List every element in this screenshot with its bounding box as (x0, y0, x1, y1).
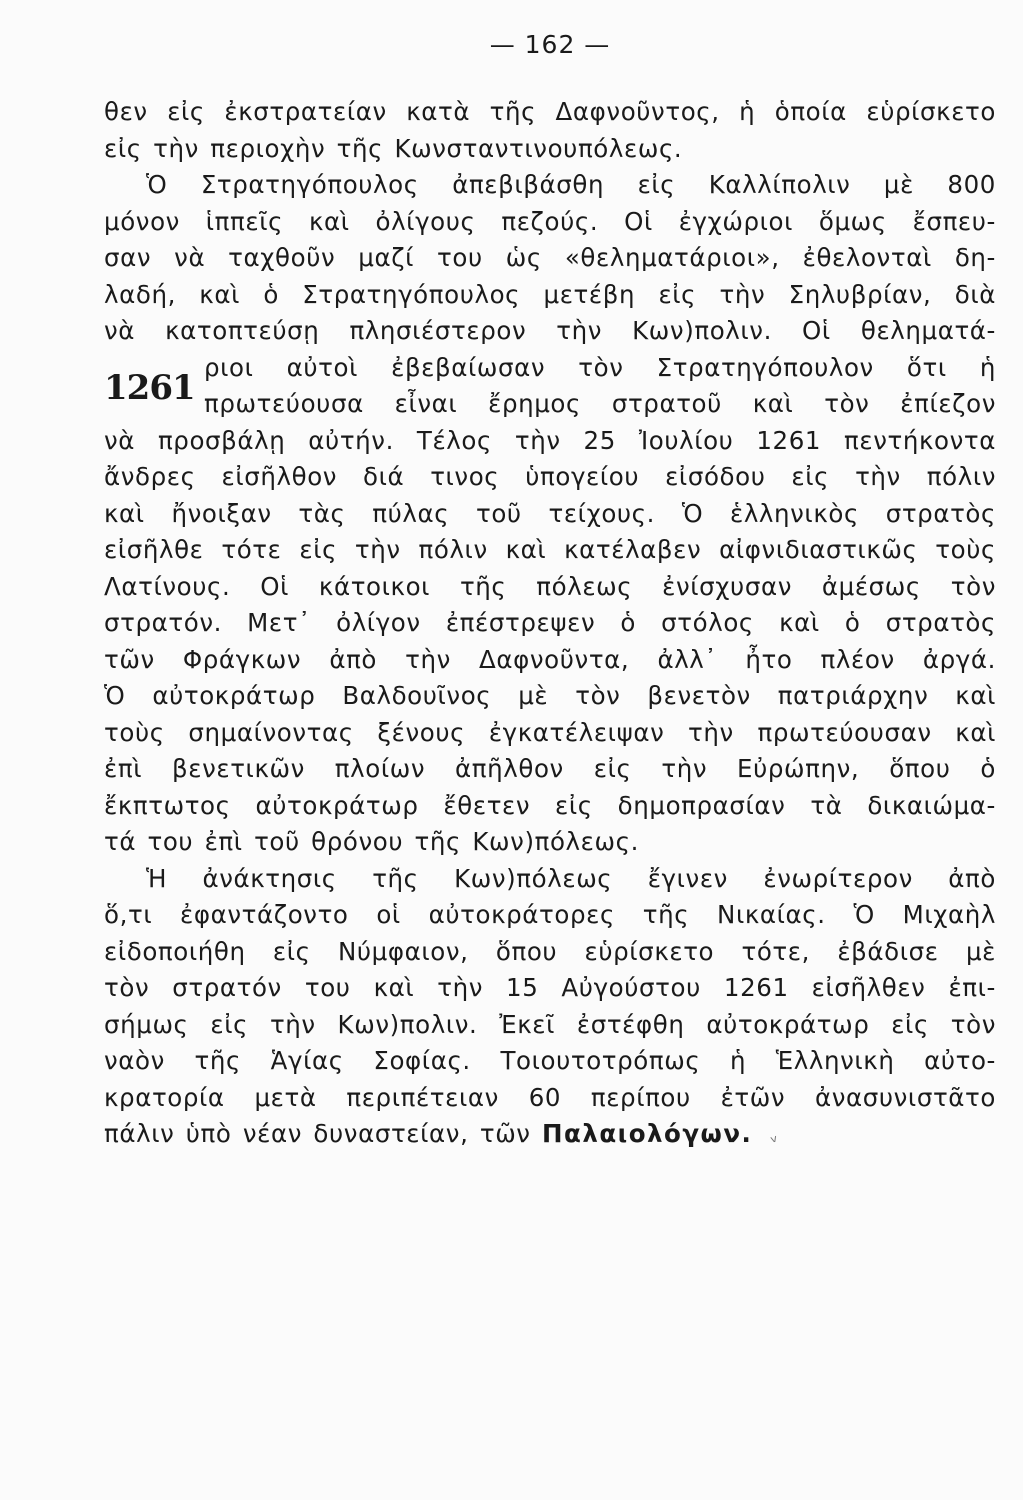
margin-note-row (104, 350, 996, 423)
text-line: ὅ,τι ἐφαντάζοντο οἱ αὐτοκράτορες τῆς Νικαίας. Ὁ Μιχαὴλ (104, 900, 996, 929)
text-line: εἰς τὴν περιοχὴν τῆς Κωνσταντινουπόλεως. (104, 133, 683, 163)
paragraph-3 (104, 861, 996, 1156)
text-line: ἐπὶ βενετικῶν πλοίων ἀπῆλθον εἰς τὴν Εὐρώπην, ὅπου ὁ (104, 754, 996, 783)
text-line: λαδή, καὶ ὁ Στρατηγόπουλος μετέβη εἰς τὴν Σηλυβρίαν, διὰ (104, 279, 996, 309)
text-line: σήμως εἰς τὴν Κων)πολιν. Ἐκεῖ ἐστέφθη αὐτοκράτωρ εἰς τὸν (104, 1009, 996, 1039)
text-line: τά του ἐπὶ τοῦ θρόνου τῆς Κων)πόλεως. (104, 827, 639, 856)
text-line: εἰδοποιήθη εἰς Νύμφαιον, ὅπου εὑρίσκετο τότε, ἐβάδισε μὲ (104, 936, 996, 966)
text-line: Ὁ αὐτοκράτωρ Βαλδουῖνος μὲ τὸν βενετὸν πατριάρχην καὶ (104, 681, 996, 710)
text-line: στρατόν. Μετ᾽ ὀλίγον ἐπέστρεψεν ὁ στόλος καὶ ὁ στρατὸς (104, 608, 996, 637)
text-line: τοὺς σημαίνοντας ξένους ἐγκατέλειψαν τὴν πρωτεύουσαν καὶ (104, 717, 996, 747)
text-line: ναὸν τῆς Ἁγίας Σοφίας. Τοιουτοτρόπως ἡ Ἑλληνικὴ αὐτο- (104, 1046, 996, 1075)
text-line: ἄνδρες εἰσῆλθον διά τινος ὑπογείου εἰσόδου εἰς τὴν πόλιν (104, 462, 996, 491)
body-text (104, 94, 996, 1156)
text-line: μόνον ἱππεῖς καὶ ὀλίγους πεζούς. Οἱ ἐγχώριοι ὅμως ἔσπευ- (104, 206, 996, 236)
text-line: Ὁ Στρατηγόπουλος ἀπεβιβάσθη εἰς Καλλίπολιν μὲ 800 (146, 170, 996, 199)
paragraph-2 (104, 167, 996, 861)
indented-lines (204, 350, 996, 423)
final-line (104, 1116, 996, 1156)
paragraph-1 (104, 94, 996, 167)
text-line: τῶν Φράγκων ἀπὸ τὴν Δαφνοῦντα, ἀλλ᾽ ἦτο πλέον ἀργά. (104, 644, 996, 674)
text-line: ριοι αὐτοὶ ἐβεβαίωσαν τὸν Στρατηγόπουλον ὅτι ἡ (204, 352, 996, 382)
text-line: ἔκπτωτος αὐτοκράτωρ ἔθετεν εἰς δημοπρασίαν τὰ δικαιώμα- (104, 790, 996, 820)
text-line: θεν εἰς ἐκστρατείαν κατὰ τῆς Δαφνοῦντος, ἡ ὁποία εὑρίσκετο (104, 97, 996, 126)
dynasty-name: Παλαιολόγων. (541, 1119, 753, 1148)
text-line: κρατορία μετὰ περιπέτειαν 60 περίπου ἐτῶν ἀνασυνιστᾶτο (104, 1082, 996, 1112)
text-line: Λατίνους. Οἱ κάτοικοι τῆς πόλεως ἐνίσχυσαν ἀμέσως τὸν (104, 571, 996, 601)
text-line: νὰ κατοπτεύσῃ πλησιέστερον τὴν Κων)πολιν. Οἱ θεληματά- (104, 316, 996, 345)
text-line: Ἡ ἀνάκτησις τῆς Κων)πόλεως ἔγινεν ἐνωρίτερον ἀπὸ (146, 863, 996, 893)
text-line: πρωτεύουσα εἶναι ἔρημος στρατοῦ καὶ τὸν ἐπίεζον (204, 389, 996, 418)
text-line: καὶ ἤνοιξαν τὰς πύλας τοῦ τείχους. Ὁ ἑλληνικὸς στρατὸς (104, 498, 996, 528)
text-line: σαν νὰ ταχθοῦν μαζί του ὡς «θεληματάριοι», ἐθελονταὶ δη- (104, 243, 996, 272)
text-line: νὰ προσβάλῃ αὐτήν. Τέλος τὴν 25 Ἰουλίου 1261 πεντήκοντα (104, 425, 996, 455)
text-line: τὸν στρατόν του καὶ τὴν 15 Αὐγούστου 1261 εἰσῆλθεν ἐπι- (104, 973, 996, 1002)
page-number: — 162 — (489, 30, 611, 59)
text-line: εἰσῆλθε τότε εἰς τὴν πόλιν καὶ κατέλαβεν αἰφνιδιαστικῶς τοὺς (104, 535, 996, 564)
final-line-text: πάλιν ὑπὸ νέαν δυναστείαν, τῶν (104, 1119, 531, 1148)
margin-year: 1261 (104, 367, 195, 408)
pencil-mark-icon: ᵥ (767, 1125, 781, 1148)
